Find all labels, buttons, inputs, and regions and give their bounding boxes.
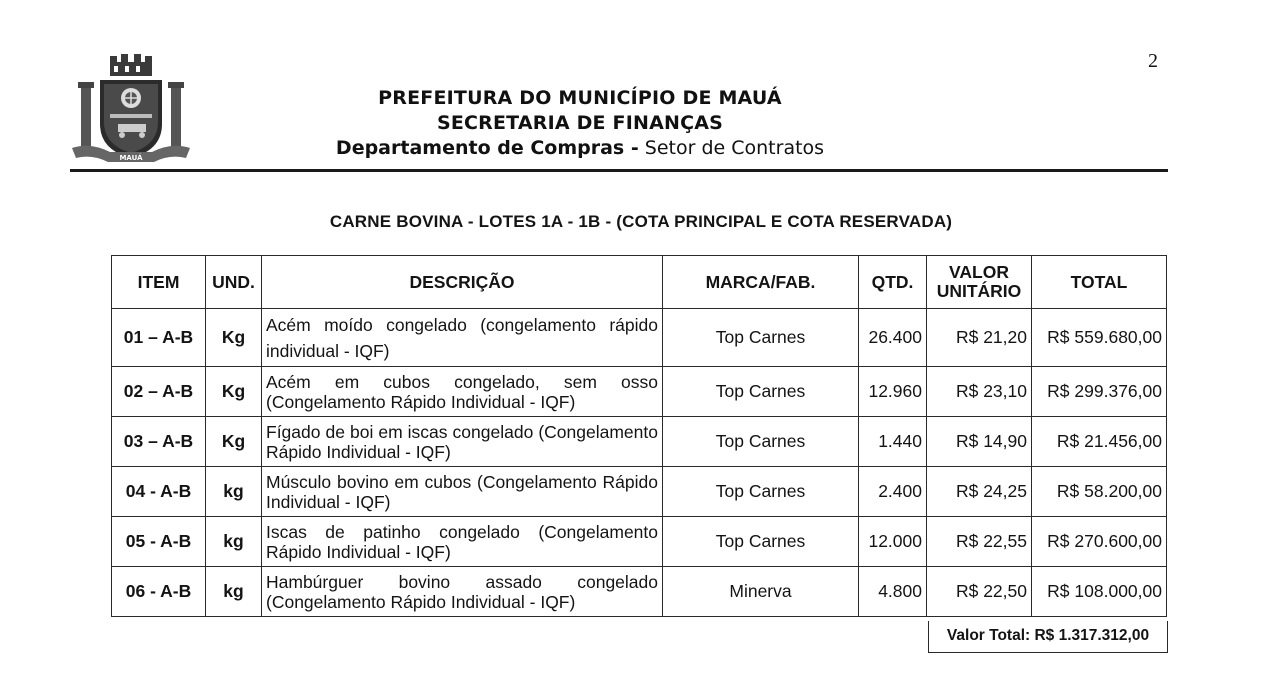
header-marca: MARCA/FAB. (663, 256, 859, 309)
cell-item: 02 – A-B (112, 367, 206, 417)
header-valor-line2: UNITÁRIO (936, 281, 1022, 301)
table-row (112, 517, 1167, 567)
cell-qtd: 26.400 (859, 309, 927, 367)
cell-valor: R$ 21,20 (927, 309, 1032, 367)
cell-valor: R$ 24,25 (927, 467, 1032, 517)
cell-descricao: Iscas de patinho congelado (Congelamento Rápido Individual - IQF) (262, 517, 663, 567)
cell-total: R$ 108.000,00 (1032, 567, 1167, 617)
table-row (112, 367, 1167, 417)
table-header-row (112, 256, 1167, 309)
header-valor-line1: VALOR (949, 262, 1009, 282)
cell-total: R$ 58.200,00 (1032, 467, 1167, 517)
document-title: CARNE BOVINA - LOTES 1A - 1B - (COTA PRINCIPAL E COTA RESERVADA) (329, 212, 953, 231)
header-secretariat: SECRETARIA DE FINANÇAS (436, 112, 724, 134)
header-und: UND. (206, 256, 262, 309)
cell-und: Kg (206, 417, 262, 467)
header-descricao: DESCRIÇÃO (262, 256, 663, 309)
cell-und: kg (206, 467, 262, 517)
cell-marca: Top Carnes (663, 467, 859, 517)
header-qtd: QTD. (859, 256, 927, 309)
cell-valor: R$ 22,50 (927, 567, 1032, 617)
crest-ribbon-text: MAUÁ (119, 154, 143, 162)
cell-marca: Top Carnes (663, 417, 859, 467)
grand-total: Valor Total: R$ 1.317.312,00 (928, 621, 1168, 653)
cell-valor: R$ 22,55 (927, 517, 1032, 567)
cell-item: 03 – A-B (112, 417, 206, 467)
cell-item: 06 - A-B (112, 567, 206, 617)
cell-qtd: 12.960 (859, 367, 927, 417)
cell-und: Kg (206, 367, 262, 417)
cell-qtd: 1.440 (859, 417, 927, 467)
header-department-bold: Departamento de Compras - (335, 137, 639, 159)
cell-item: 05 - A-B (112, 517, 206, 567)
header-divider (70, 169, 1168, 172)
table-row (112, 417, 1167, 467)
cell-total: R$ 21.456,00 (1032, 417, 1167, 467)
header-valor-unitario (927, 256, 1032, 309)
cell-marca: Top Carnes (663, 367, 859, 417)
letterhead (300, 86, 860, 161)
cell-descricao: Fígado de boi em iscas congelado (Congelamento Rápido Individual - IQF) (262, 417, 663, 467)
cell-marca: Top Carnes (663, 309, 859, 367)
items-table (111, 255, 1167, 617)
table-row (112, 567, 1167, 617)
cell-qtd: 4.800 (859, 567, 927, 617)
table-row (112, 467, 1167, 517)
table-row (112, 309, 1167, 367)
cell-qtd: 2.400 (859, 467, 927, 517)
header-item: ITEM (112, 256, 206, 309)
cell-valor: R$ 23,10 (927, 367, 1032, 417)
municipal-coat-of-arms (70, 52, 192, 170)
cell-descricao: Acém moído congelado (congelamento rápido individual - IQF) (262, 309, 663, 367)
cell-marca: Minerva (663, 567, 859, 617)
cell-total: R$ 299.376,00 (1032, 367, 1167, 417)
header-municipality: PREFEITURA DO MUNICÍPIO DE MAUÁ (378, 87, 782, 109)
page-number: 2 (1148, 50, 1158, 72)
header-sector: Setor de Contratos (644, 137, 825, 159)
cell-qtd: 12.000 (859, 517, 927, 567)
cell-total: R$ 559.680,00 (1032, 309, 1167, 367)
cell-descricao: Acém em cubos congelado, sem osso (Congelamento Rápido Individual - IQF) (262, 367, 663, 417)
cell-item: 01 – A-B (112, 309, 206, 367)
cell-und: kg (206, 517, 262, 567)
cell-marca: Top Carnes (663, 517, 859, 567)
cell-item: 04 - A-B (112, 467, 206, 517)
cell-und: kg (206, 567, 262, 617)
cell-descricao: Hambúrguer bovino assado congelado (Congelamento Rápido Individual - IQF) (262, 567, 663, 617)
header-total: TOTAL (1032, 256, 1167, 309)
cell-valor: R$ 14,90 (927, 417, 1032, 467)
cell-und: Kg (206, 309, 262, 367)
cell-total: R$ 270.600,00 (1032, 517, 1167, 567)
header-department (300, 136, 860, 161)
cell-descricao: Músculo bovino em cubos (Congelamento Rápido Individual - IQF) (262, 467, 663, 517)
